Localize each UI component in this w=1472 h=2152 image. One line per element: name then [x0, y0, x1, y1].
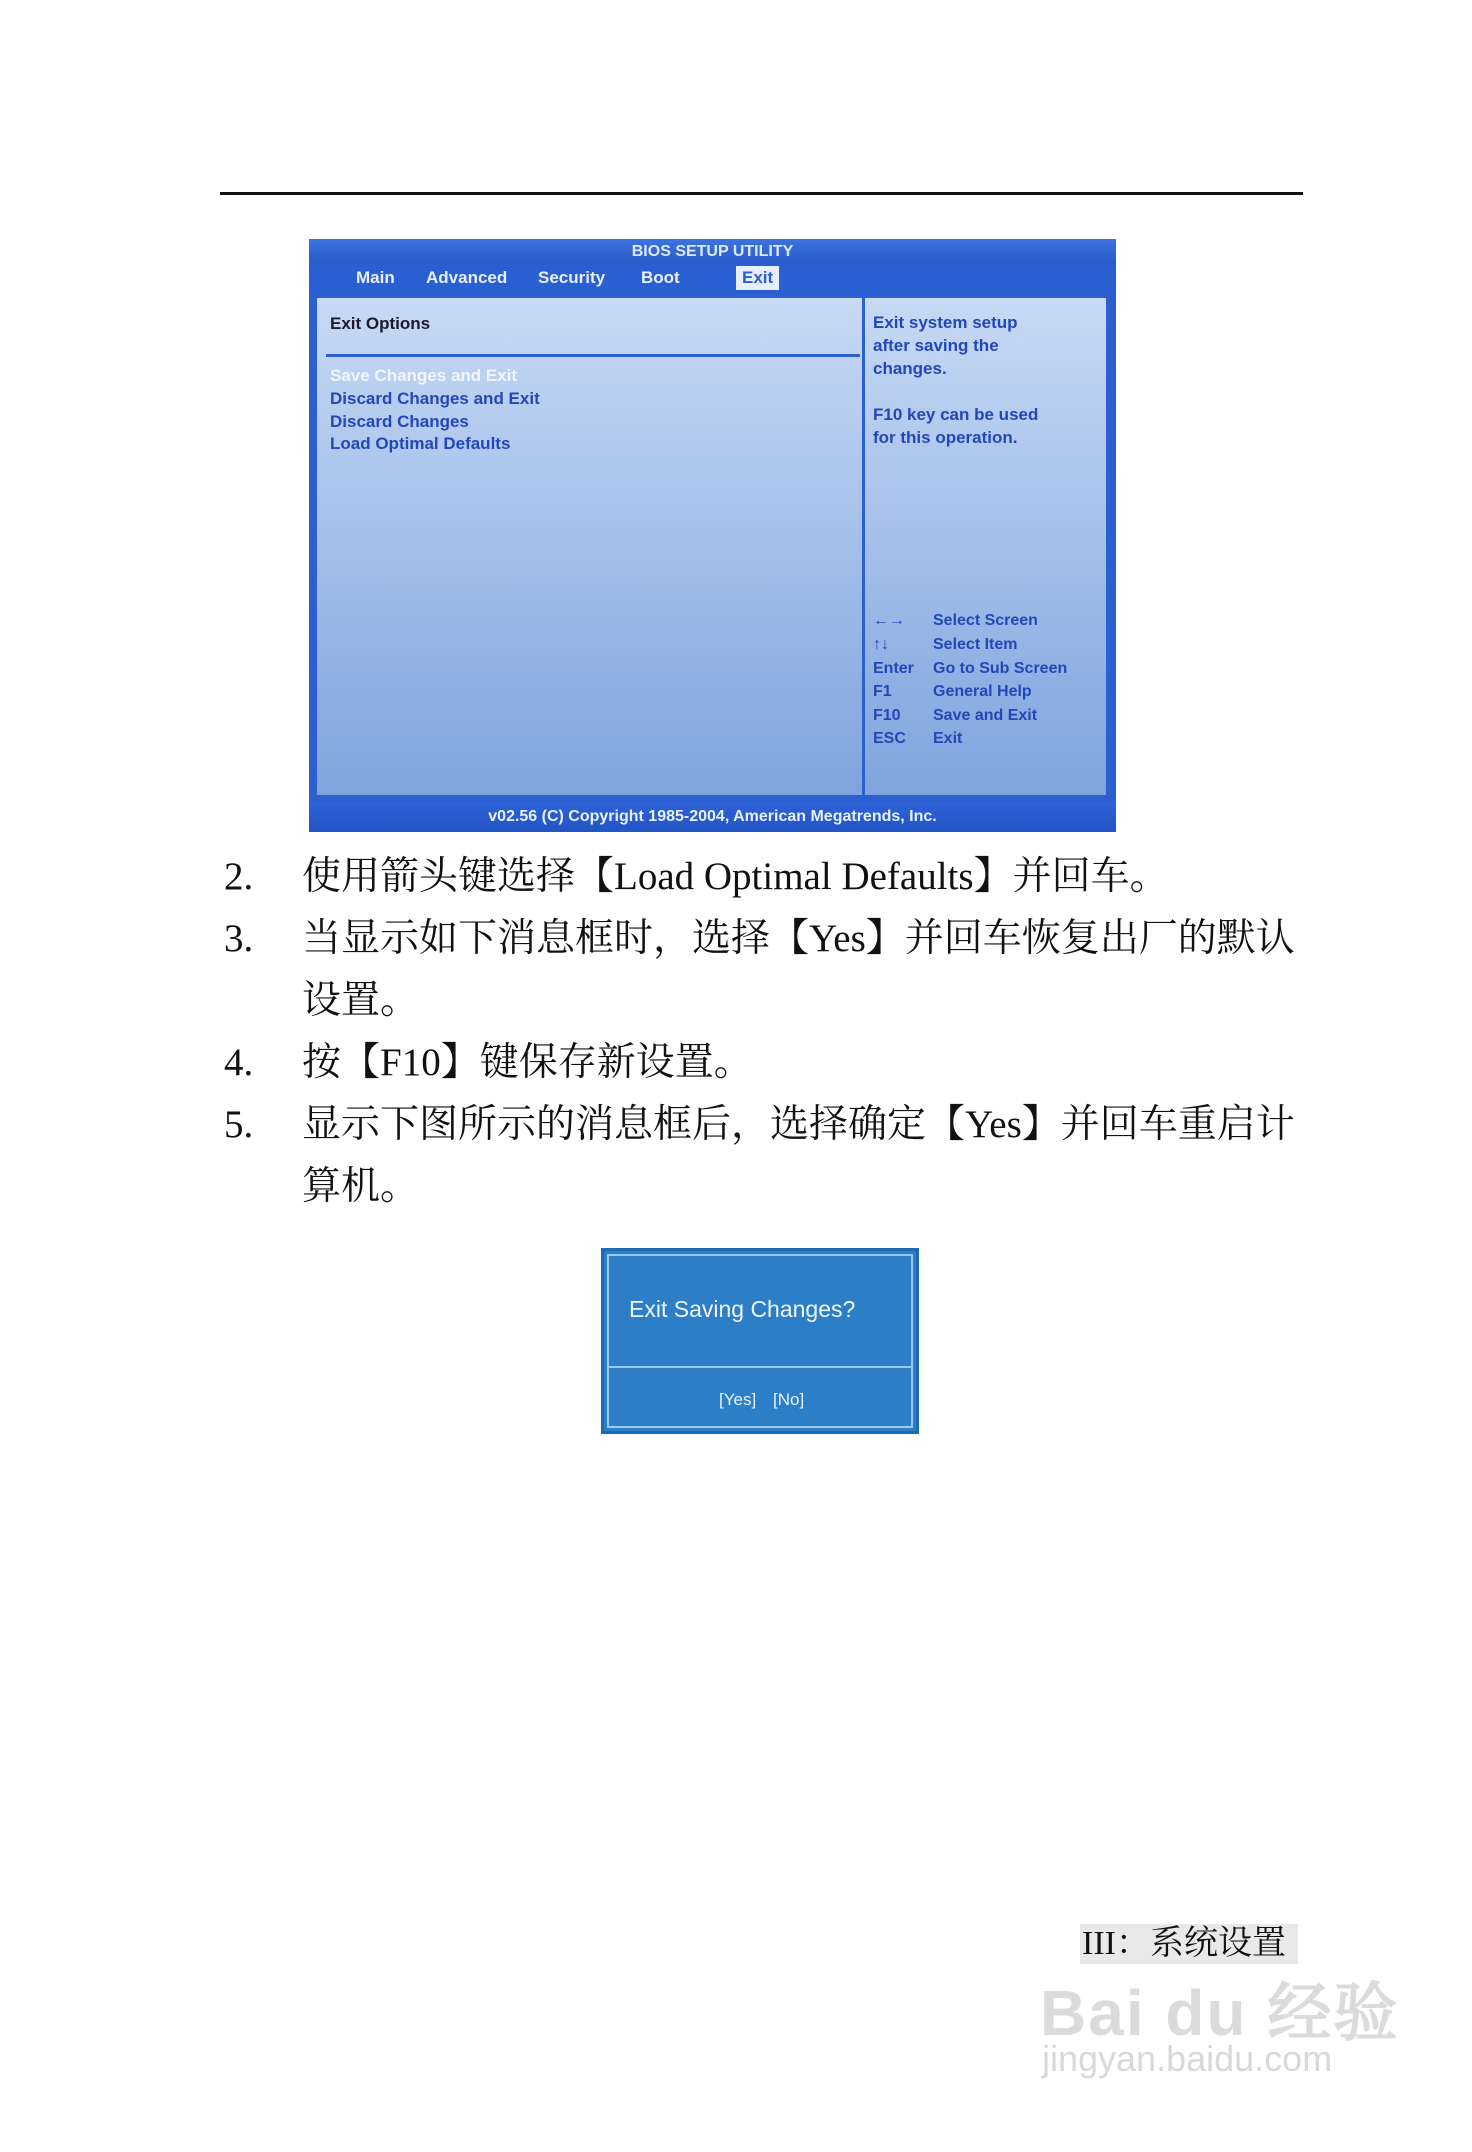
tab-security[interactable]: Security [538, 268, 606, 287]
help-line: changes. [873, 359, 947, 378]
chapter-label: III：系统设置 [1080, 1924, 1298, 1964]
header-rule [220, 192, 1303, 195]
tab-boot[interactable]: Boot [641, 268, 680, 287]
step-text: 使用箭头键选择【Load Optimal Defaults】并回车。 [302, 855, 1169, 898]
dialog-frame [607, 1254, 913, 1428]
step-number: 5. [224, 1103, 254, 1146]
bios-screenshot [309, 239, 1116, 832]
bios-menu-bar [309, 263, 1116, 293]
dialog-message: Exit Saving Changes? [629, 1296, 856, 1322]
step-number: 3. [224, 917, 254, 960]
tab-advanced[interactable]: Advanced [426, 268, 508, 287]
option-discard-changes[interactable]: Discard Changes [330, 412, 469, 431]
no-button[interactable]: [No] [773, 1390, 805, 1409]
key-esc: ESC [873, 730, 906, 747]
key-desc: Go to Sub Screen [933, 660, 1068, 677]
step-text: 按【F10】键保存新设置。 [302, 1041, 753, 1084]
baidu-watermark-url: jingyan.baidu.com [1042, 2038, 1333, 2079]
option-load-optimal-defaults[interactable]: Load Optimal Defaults [330, 434, 511, 453]
option-save-changes-and-exit[interactable]: Save Changes and Exit [330, 366, 518, 385]
bios-options-panel [317, 298, 865, 795]
bios-body [314, 295, 1109, 798]
key-f1: F1 [873, 683, 892, 700]
step-text: 当显示如下消息框时，选择【Yes】并回车恢复出厂的默认 [302, 917, 1295, 960]
section-divider [326, 354, 860, 357]
bios-title: BIOS SETUP UTILITY [309, 239, 1116, 263]
key-desc: Exit [933, 730, 963, 747]
key-arrows-lr-icon: ←→ [873, 612, 905, 629]
help-line: Exit system setup [873, 313, 1018, 332]
step-text: 显示下图所示的消息框后，选择确定【Yes】并回车重启计 [302, 1103, 1295, 1146]
exit-saving-dialog [601, 1248, 919, 1434]
step-number: 2. [224, 855, 254, 898]
step-text: 设置。 [302, 979, 420, 1022]
key-desc: General Help [933, 683, 1032, 700]
dialog-divider [609, 1366, 911, 1368]
baidu-watermark-logo: Bai du 经验 [1040, 1977, 1400, 2049]
help-line: after saving the [873, 336, 999, 355]
help-line: for this operation. [873, 428, 1018, 447]
help-line: F10 key can be used [873, 405, 1039, 424]
key-enter: Enter [873, 660, 914, 677]
tab-main[interactable]: Main [356, 268, 395, 287]
key-arrows-ud-icon: ↑↓ [873, 636, 889, 653]
step-number: 4. [224, 1041, 254, 1084]
bios-copyright: v02.56 (C) Copyright 1985-2004, American Megatrends, Inc. [309, 802, 1116, 832]
key-f10: F10 [873, 707, 901, 724]
section-heading: Exit Options [330, 314, 431, 333]
key-desc: Select Item [933, 636, 1018, 653]
key-desc: Save and Exit [933, 707, 1038, 724]
yes-button[interactable]: [Yes] [719, 1390, 757, 1409]
step-text: 算机。 [302, 1165, 420, 1208]
key-desc: Select Screen [933, 612, 1038, 629]
tab-exit[interactable]: Exit [736, 266, 779, 290]
option-discard-changes-and-exit[interactable]: Discard Changes and Exit [330, 389, 540, 408]
